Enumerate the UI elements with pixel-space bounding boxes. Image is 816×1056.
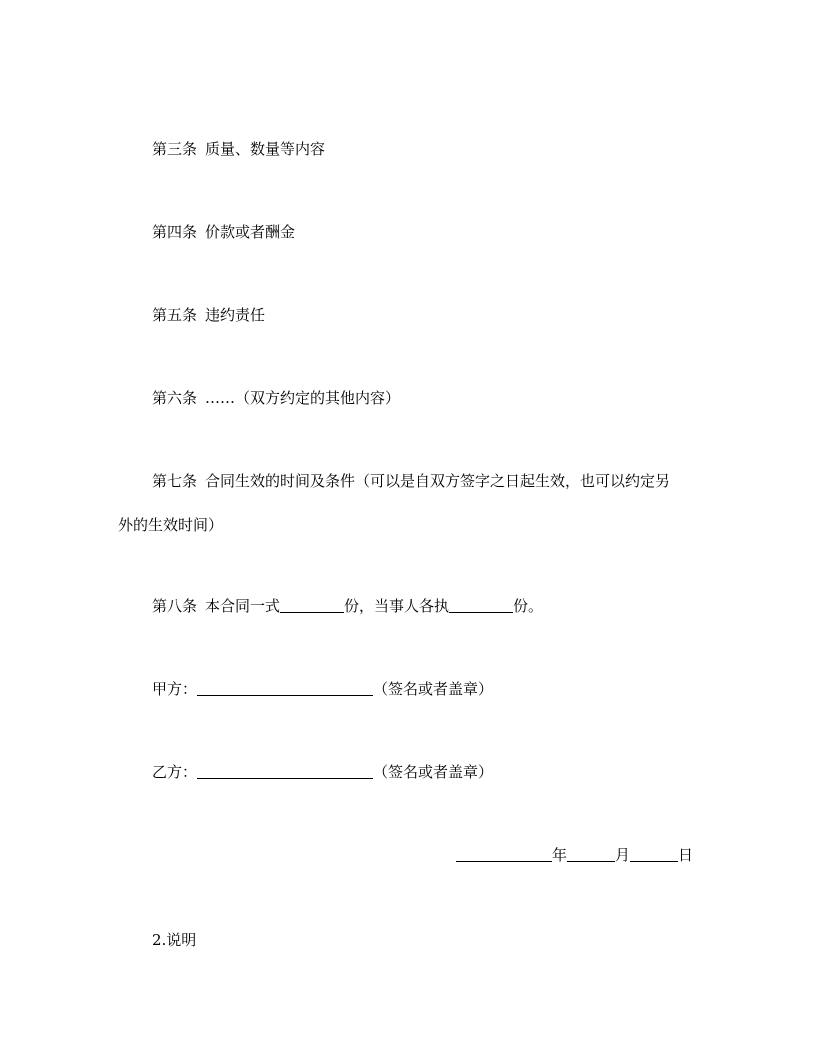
party-b-signature — [152, 762, 493, 782]
article-4-text: 价款或者酬金 — [205, 223, 296, 241]
year-blank[interactable] — [456, 847, 552, 862]
article-5-number: 第五条 — [152, 306, 198, 324]
article-5 — [152, 305, 265, 325]
party-a-signature — [152, 679, 493, 699]
article-8 — [152, 596, 543, 616]
copies-each-blank[interactable] — [449, 598, 513, 613]
section-heading: 2.说明 — [152, 931, 197, 949]
article-7-number: 第七条 — [152, 472, 198, 490]
article-6 — [152, 388, 400, 408]
year-label: 年 — [552, 846, 568, 864]
article-8-text-3: 份。 — [513, 597, 544, 615]
party-a-signature-blank[interactable] — [197, 681, 373, 696]
article-4 — [152, 222, 295, 242]
article-3-number: 第三条 — [152, 140, 198, 158]
copies-total-blank[interactable] — [280, 598, 344, 613]
party-b-signature-blank[interactable] — [197, 764, 373, 779]
article-8-text-1: 本合同一式 — [205, 597, 281, 615]
party-b-sign-note: （签名或者盖章） — [373, 763, 494, 781]
article-7-text-1: 合同生效的时间及条件（可以是自双方签字之日起生效，也可以约定另 — [205, 472, 671, 490]
article-7-line-1 — [118, 471, 698, 491]
article-8-number: 第八条 — [152, 597, 198, 615]
article-6-text: ……（双方约定的其他内容） — [205, 389, 401, 407]
party-a-sign-note: （签名或者盖章） — [373, 680, 494, 698]
day-blank[interactable] — [630, 847, 678, 862]
article-7 — [118, 471, 698, 535]
article-3-text: 质量、数量等内容 — [205, 140, 326, 158]
article-3 — [152, 139, 325, 159]
day-label: 日 — [678, 846, 694, 864]
article-5-text: 违约责任 — [205, 306, 266, 324]
article-8-text-2: 份，当事人各执 — [344, 597, 450, 615]
party-a-label: 甲方： — [152, 680, 198, 698]
month-blank[interactable] — [567, 847, 615, 862]
party-b-label: 乙方： — [152, 763, 198, 781]
article-6-number: 第六条 — [152, 389, 198, 407]
article-7-text-2: 外的生效时间） — [118, 516, 224, 534]
month-label: 月 — [615, 846, 631, 864]
article-4-number: 第四条 — [152, 223, 198, 241]
signing-date — [456, 845, 693, 865]
